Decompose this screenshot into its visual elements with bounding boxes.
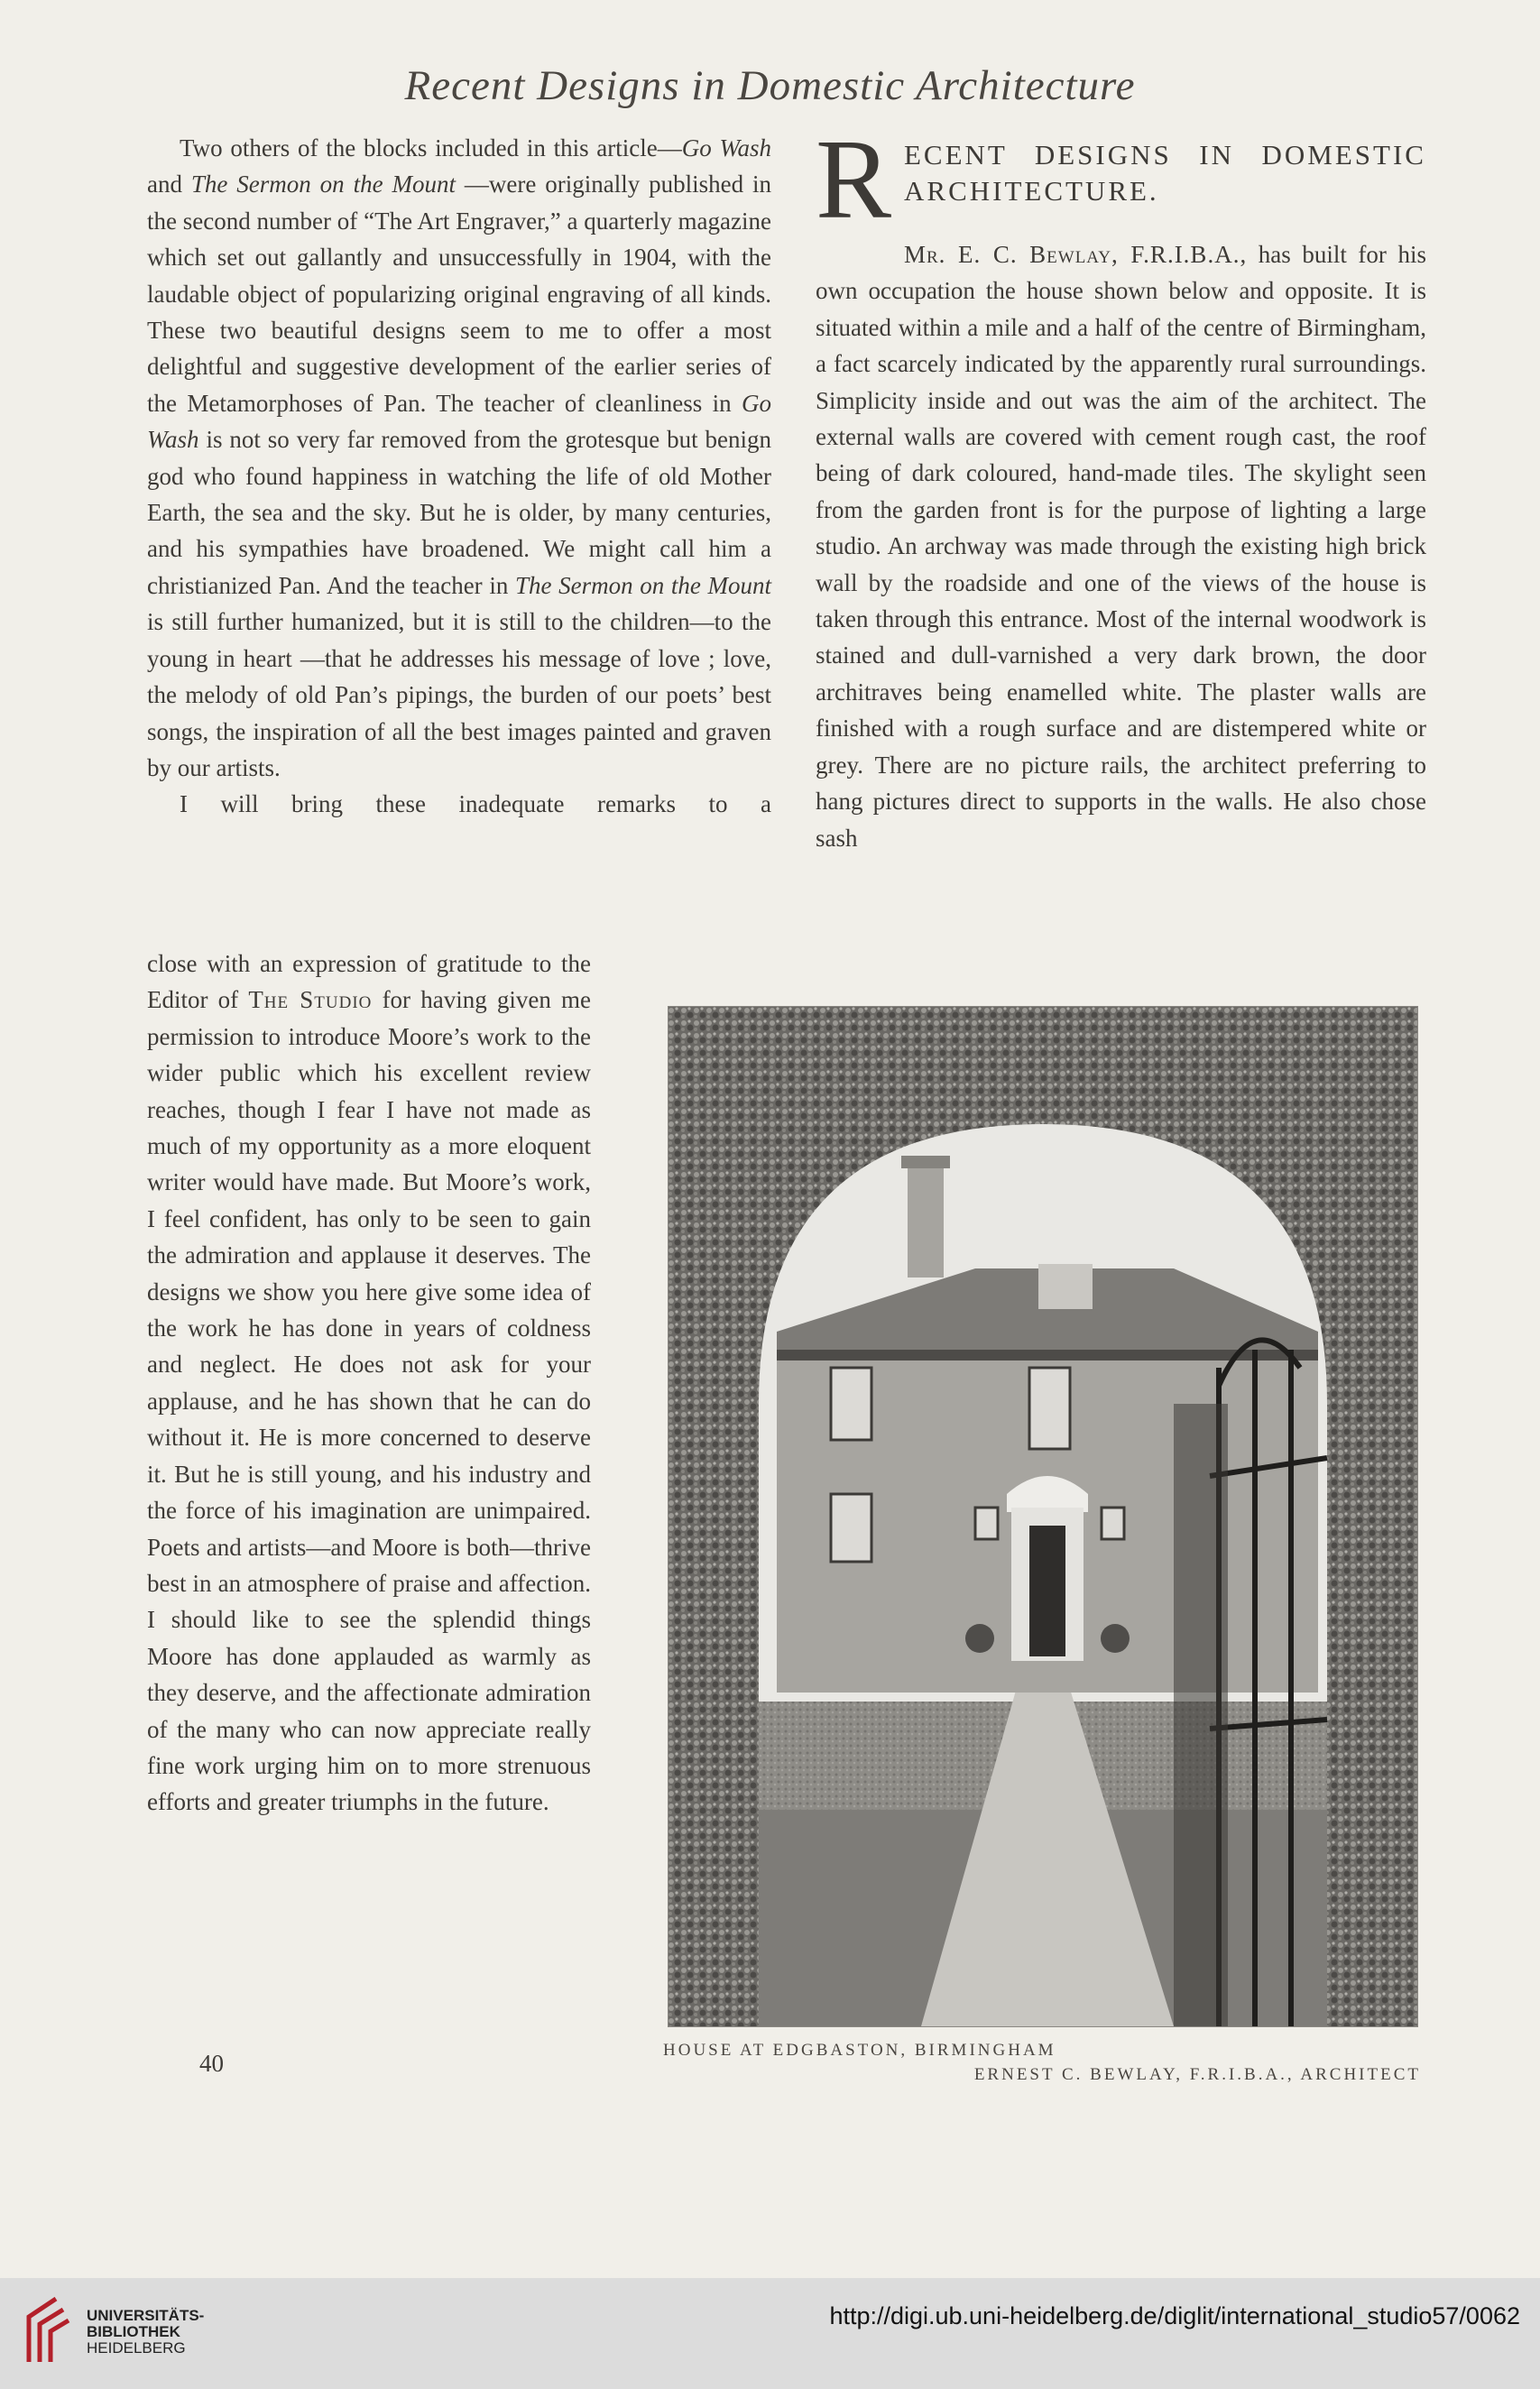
photo-caption-title: HOUSE AT EDGBASTON, BIRMINGHAM (663, 2041, 1056, 2060)
archway-house-image (669, 1007, 1417, 2026)
page-number: 40 (199, 2050, 224, 2077)
source-url-link[interactable]: http://digi.ub.uni-heidelberg.de/diglit/international_studio57/0062 (829, 2302, 1520, 2329)
paragraph-2-start: I will bring these inadequate remarks to a (180, 790, 771, 818)
footer-bar (0, 2278, 1540, 2389)
article-heading (816, 117, 1426, 243)
library-name: UNIVERSITÄTS- BIBLIOTHEK HEIDELBERG (87, 2307, 205, 2357)
photo-caption-credit: ERNEST C. BEWLAY, F.R.I.B.A., ARCHITECT (973, 2065, 1421, 2084)
left-column-text (147, 130, 771, 823)
house-photograph (668, 1006, 1418, 2027)
article-title: ECENT DESIGNS IN DOMESTIC ARCHITECTURE. (904, 139, 1426, 207)
article-body: Mr. E. C. Bewlay, F.R.I.B.A., has built for his own occupation the house shown below and opposite. It is situated within a mile and a half of the centre of Birmingham, a fact scarcely indicated by the apparently rural surroundings. Simplicity inside and out was the aim of the architect. The external walls are covered with cement rough cast, the roof being of dark coloured, hand-made tiles. The skylight seen from the garden front is for the purpose of lighting a large studio. An archway was made through the existing high brick wall by the roadside and one of the views of the house is taken through this entrance. Most of the internal woodwork is stained and dull-varnished a very dark brown, the door architraves being enamelled white. The plaster walls are finished with a rough surface and are distempered white or grey. There are no picture rails, the architect preferring to hang pictures direct to supports in the walls. He also chose sash (816, 241, 1426, 852)
library-logo-icon (20, 2290, 74, 2371)
running-head: Recent Designs in Domestic Architecture (404, 62, 1136, 109)
paragraph-1: Two others of the blocks included in this article—Go Wash and The Sermon on the Mount —were originally published in the second number of “The Art Engraver,” a quarterly magazine which set out gallantly and unsuccessfully in 1904, with the laudable object of popularizing original engraving of all kinds. These two beautiful designs seem to me to offer a most delightful and suggestive development of the earlier series of the Metamorphoses of Pan. The teacher of cleanliness in Go Wash is not so very far removed from the grotesque but benign god who found happiness in watching the life of old Mother Earth, the sea and the sky. But he is older, by many centuries, and his sympathies have broadened. We might call him a christianized Pan. And the teacher in The Sermon on the Mount is still further humanized, but it is still to the children—to the young in heart —that he addresses his message of love ; love, the melody of old Pan’s pipings, the burden of our poets’ best songs, the inspiration of all the best images painted and graven by our artists. (147, 134, 772, 781)
paragraph-2-continued: close with an expression of gratitude to the Editor of The Studio for having given me permission to introduce Moore’s work to the wider public which his excellent review reaches, though I fear I have not made as much of my opportunity as a more eloquent writer would have made. But Moore’s work, I feel confident, has only to be seen to gain the admiration and applause it deserves. The designs we show you here give some idea of the work he has done in years of coldness and neglect. He does not ask for your applause, and he has shown that he can do without it. He is more concerned to deserve it. But he is still young, and his industry and the force of his imagination are unimpaired. Poets and artists—and Moore is both—thrive best in an atmosphere of praise and affection. I should like to see the splendid things Moore has done applauded as warmly as they deserve, and the affectionate admiration of the many who can now appreciate really fine work urging him on to more strenuous efforts and greater triumphs in the future. (147, 950, 591, 1816)
left-narrow-column-text (147, 945, 591, 1821)
right-column-text (816, 117, 1426, 856)
drop-cap: R (816, 117, 892, 243)
